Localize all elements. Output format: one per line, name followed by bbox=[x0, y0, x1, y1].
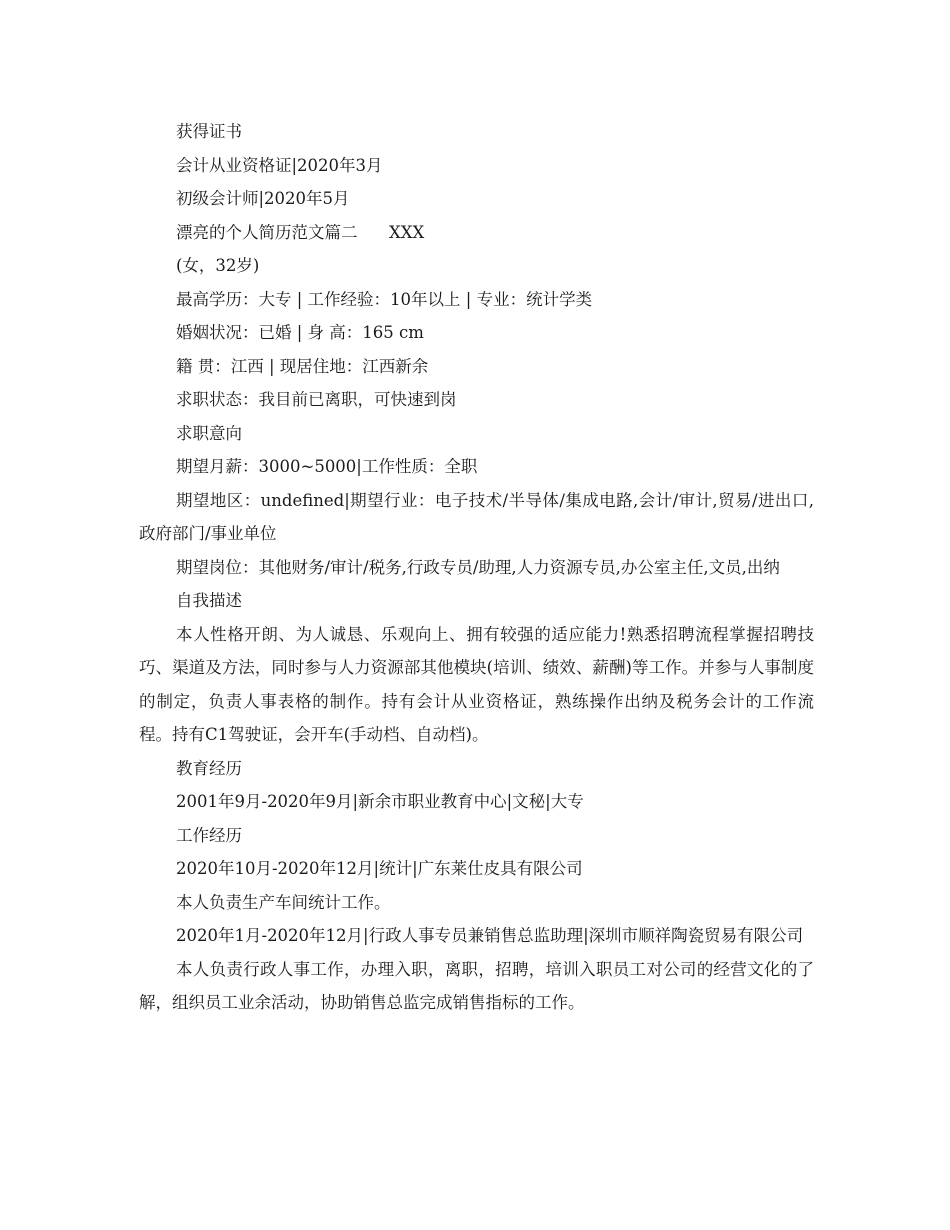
work-item-header: 2020年10月-2020年12月|统计|广东莱仕皮具有限公司 bbox=[176, 859, 583, 878]
expected-salary: 期望月薪：3000~5000|工作性质：全职 bbox=[176, 457, 478, 476]
document-body bbox=[139, 115, 814, 1020]
work-item-description: 本人负责行政人事工作，办理入职，离职，招聘，培训入职员工对公司的经营文化的了解，组织员工业余活动，协助销售总监完成销售指标的工作。 bbox=[139, 959, 814, 1012]
personal-marital-height: 婚姻状况：已婚 | 身 高：165 cm bbox=[176, 323, 424, 342]
work-item-description: 本人负责生产车间统计工作。 bbox=[176, 892, 391, 912]
expected-positions: 期望岗位：其他财务/审计/税务,行政专员/助理,人力资源专员,办公室主任,文员,出纳 bbox=[176, 557, 780, 577]
education-item: 2001年9月-2020年9月|新余市职业教育中心|文秘|大专 bbox=[176, 792, 584, 811]
self-description-text: 本人性格开朗、为人诚恳、乐观向上、拥有较强的适应能力!熟悉招聘流程掌握招聘技巧、渠道及方法，同时参与人力资源部其他模块(培训、绩效、薪酬)等工作。并参与人事制度的制定，负责人事表格的制作。持有会计从业资格证，熟练操作出纳及税务会计的工作流程。持有C1驾驶证，会开车(手动档、自动档)。 bbox=[139, 624, 814, 744]
resume-title: 漂亮的个人简历范文篇二 XXX bbox=[176, 222, 425, 242]
expected-region-industry: 期望地区：undefined|期望行业：电子技术/半导体/集成电路,会计/审计,贸易/进出口,政府部门/事业单位 bbox=[139, 490, 814, 543]
section-heading-job-intent: 求职意向 bbox=[176, 423, 242, 443]
personal-gender-age: (女，32岁) bbox=[176, 256, 260, 275]
job-status: 求职状态：我目前已离职，可快速到岗 bbox=[176, 390, 457, 409]
work-item-header: 2020年1月-2020年12月|行政人事专员兼销售总监助理|深圳市顺祥陶瓷贸易有限公司 bbox=[176, 926, 804, 945]
section-heading-self-description: 自我描述 bbox=[176, 591, 242, 610]
personal-origin-residence: 籍 贯：江西 | 现居住地：江西新余 bbox=[176, 356, 429, 376]
certificate-item: 会计从业资格证|2020年3月 bbox=[176, 155, 383, 175]
section-heading-certificates: 获得证书 bbox=[176, 122, 242, 141]
personal-education-experience: 最高学历：大专 | 工作经验：10年以上 | 专业：统计学类 bbox=[176, 289, 593, 309]
certificate-item: 初级会计师|2020年5月 bbox=[176, 189, 350, 208]
section-heading-education: 教育经历 bbox=[176, 758, 242, 778]
section-heading-work: 工作经历 bbox=[176, 825, 242, 845]
